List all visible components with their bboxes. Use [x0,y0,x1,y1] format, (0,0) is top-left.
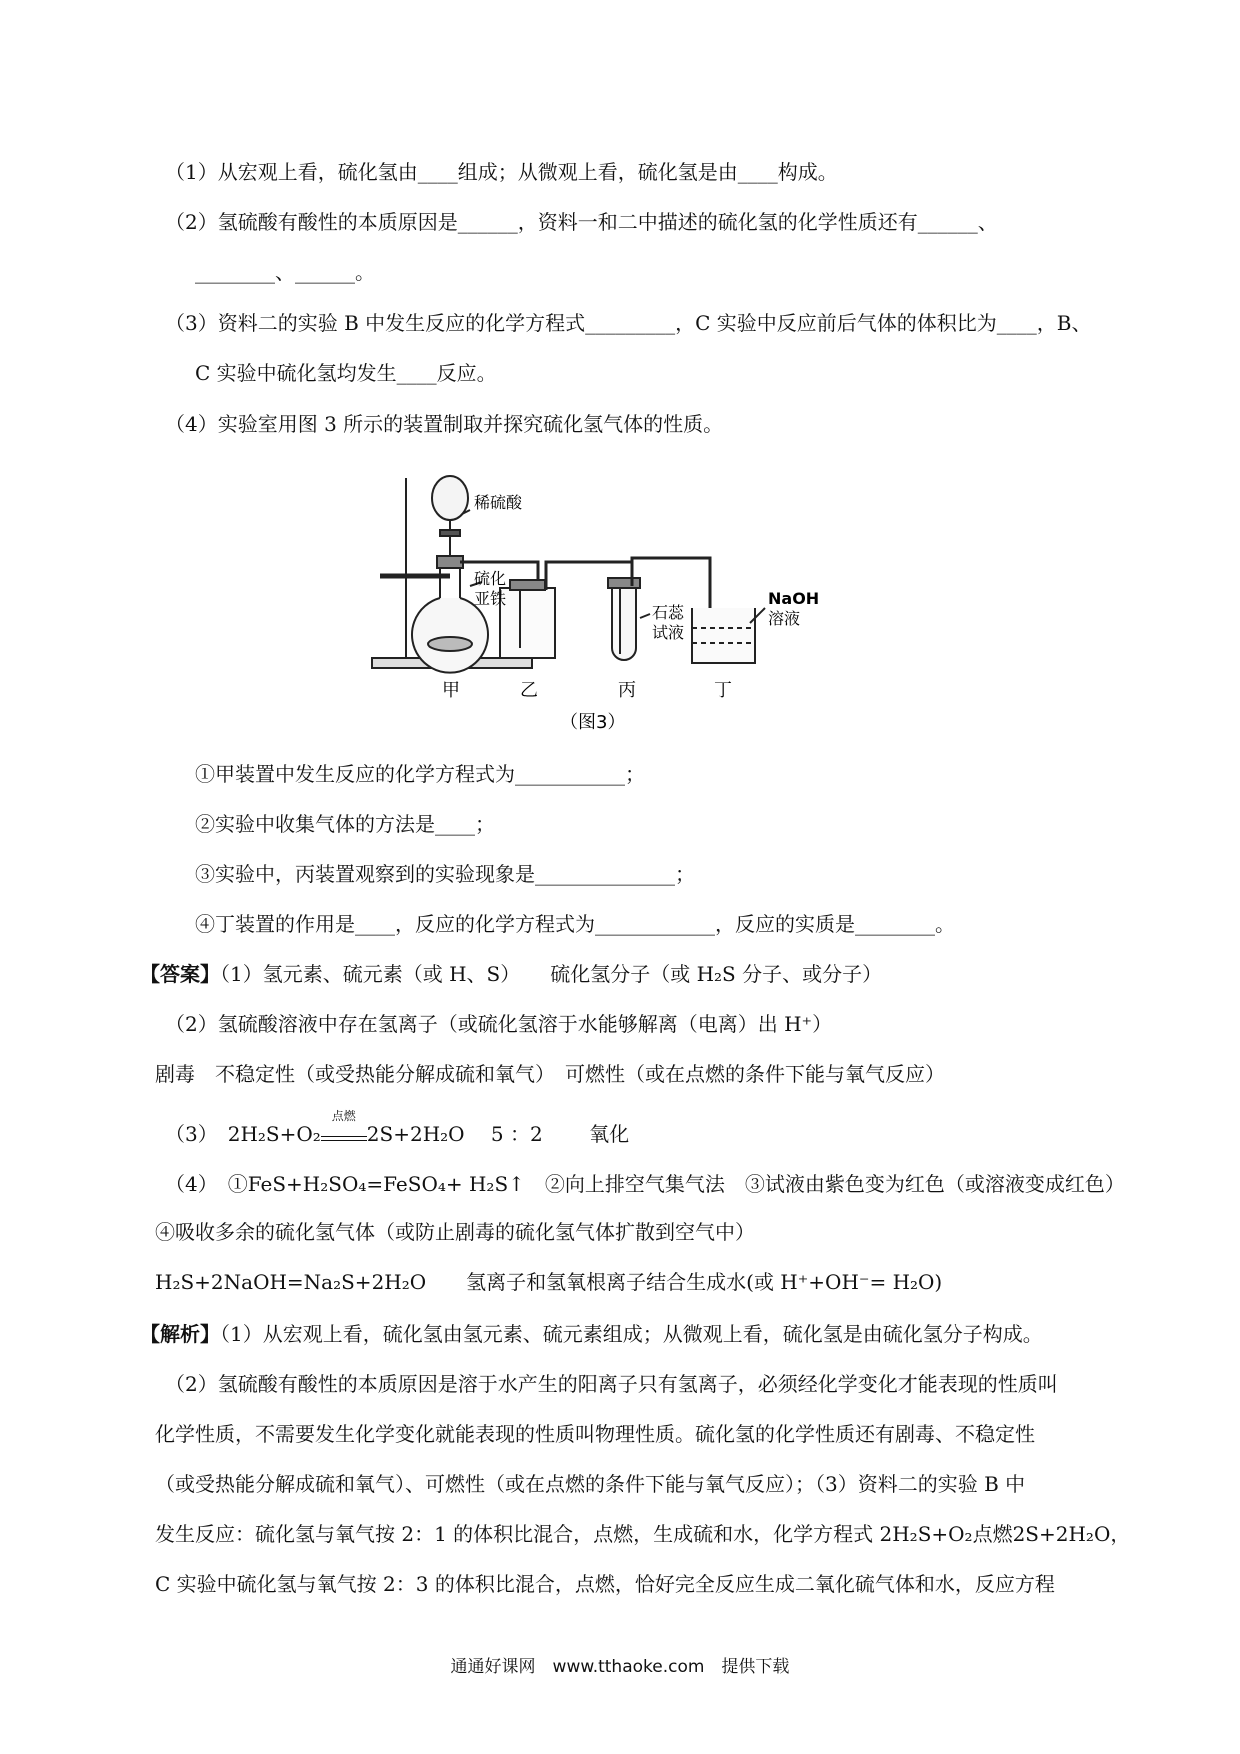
answer-4-line-2: ④吸收多余的硫化氢气体（或防止剧毒的硫化氢气体扩散到空气中） [155,1220,755,1244]
answer-4-line-1: （4） ①FeS+H₂SO₄=FeSO₄+ H₂S↑ ②向上排空气集气法 ③试液由紫色变为红色（或溶液变成红色） [165,1172,1125,1196]
label-jia: 甲 [442,680,460,701]
reaction-condition-arrow [321,1109,367,1141]
question-3-line-1: （3）资料二的实验 B 中发生反应的化学方程式_________，C 实验中反应前后气体的体积比为____，B、 [165,311,1092,335]
answer-3-reactants: （3） 2H₂S+O₂ [165,1122,321,1146]
analysis-tag: 【解析】 [140,1322,220,1346]
answer-2: （2）氢硫酸溶液中存在氢离子（或硫化氢溶于水能够解离（电离）出 H⁺） [165,1012,833,1036]
analysis-line-1 [140,1320,1043,1348]
flask-stopper [437,556,463,568]
answer-1: （1）氢元素、硫元素（或 H、S） 硫化氢分子（或 H₂S 分子、或分子） [220,962,883,986]
answer-2-properties: 剧毒 不稳定性（或受热能分解成硫和氧气） 可燃性（或在点燃的条件下能与氧气反应） [155,1062,945,1086]
analysis-line-2: （2）氢硫酸有酸性的本质原因是溶于水产生的阳离子只有氢离子，必须经化学变化才能表现的性质叫 [165,1372,1058,1396]
analysis-line-5: 发生反应：硫化氢与氧气按 2：1 的体积比混合，点燃，生成硫和水，化学方程式 2H₂S+O₂点燃2S+2H₂O， [155,1522,1131,1546]
question-1: （1）从宏观上看，硫化氢由____组成；从微观上看，硫化氢是由____构成。 [165,160,838,184]
label-naoh-1: NaOH [768,589,820,608]
question-2-line-2: ________、______。 [195,260,375,284]
label-litmus-2: 试液 [652,623,685,642]
sub-question-3: ③实验中，丙装置观察到的实验现象是______________； [195,862,695,886]
label-bing: 丙 [618,680,636,701]
page-footer: 通通好课网 www.tthaoke.com 提供下载 [450,1657,790,1677]
label-naoh-2: 溶液 [768,609,801,628]
answer-tag: 【答案】 [140,962,220,986]
label-dilute-acid: 稀硫酸 [474,493,523,512]
label-litmus-1: 石蕊 [652,603,685,622]
question-4: （4）实验室用图 3 所示的装置制取并探究硫化氢气体的性质。 [165,412,724,436]
analysis-line-3: 化学性质，不需要发生化学变化就能表现的性质叫物理性质。硫化氢的化学性质还有剧毒、不稳定性 [155,1422,1035,1446]
reaction-condition: 点燃 [331,1109,356,1123]
answer-3 [165,1109,630,1148]
label-iron-sulfide-2: 亚铁 [474,589,507,608]
analysis-line-6: C 实验中硫化氢与氧气按 2：3 的体积比混合，点燃，恰好完全反应生成二氧化硫气体和水，反应方程 [155,1572,1055,1596]
sub-question-2: ②实验中收集气体的方法是____； [195,812,495,836]
question-3-line-2: C 实验中硫化氢均发生____反应。 [195,361,497,385]
round-bottom-flask [412,598,488,673]
answer-line-1 [140,960,882,988]
bottle-yi [500,588,555,658]
label-iron-sulfide-1: 硫化 [474,569,507,588]
label-ding: 丁 [714,680,732,701]
sub-question-4: ④丁装置的作用是____，反应的化学方程式为____________，反应的实质是________。 [195,912,955,936]
figure-caption: （图3） [560,712,626,733]
sub-question-1: ①甲装置中发生反应的化学方程式为___________； [195,762,645,786]
beaker-ding [692,608,755,663]
apparatus-figure [370,468,930,738]
analysis-1: （1）从宏观上看，硫化氢由氢元素、硫元素组成；从微观上看，硫化氢是由硫化氢分子构成。 [220,1322,1043,1346]
test-tube-bing [612,586,636,660]
question-2-line-1: （2）氢硫酸有酸性的本质原因是______，资料一和二中描述的硫化氢的化学性质还有______、 [165,210,998,234]
analysis-line-4: （或受热能分解成硫和氧气）、可燃性（或在点燃的条件下能与氧气反应）；（3）资料二的实验 B 中 [155,1472,1026,1496]
label-yi: 乙 [520,680,538,701]
answer-4-line-3: H₂S+2NaOH=Na₂S+2H₂O 氢离子和氢氧根离子结合生成水(或 H⁺+OH⁻= H₂O) [155,1270,943,1294]
answer-3-products: 2S+2H₂O 5 ：2 氧化 [366,1122,630,1146]
